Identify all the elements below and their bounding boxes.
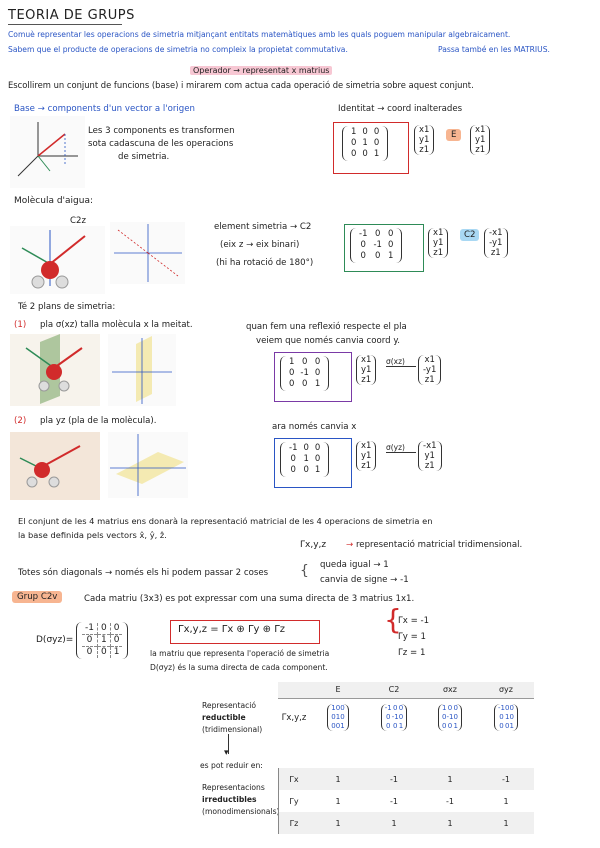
group-note-1: la matriu que representa l'operació de simetria: [150, 649, 330, 658]
header-C2: C2: [388, 685, 400, 695]
d-sigma-label: D(σyz)=: [36, 635, 74, 645]
c2-projection-figure: [110, 222, 185, 284]
conclusion-line-2: la base definida pels vectors x̂, ŷ, ẑ.: [18, 530, 167, 540]
table2-label-1: Representacions: [202, 783, 265, 792]
c2-op: C2: [460, 230, 479, 241]
identity-vec-out: x1 y1 z1: [470, 125, 490, 155]
water-desc-3: (hi ha rotació de 180°): [216, 258, 314, 268]
identity-op: E: [446, 130, 461, 141]
sigma-xz-vec-in: x1 y1 z1: [356, 355, 376, 385]
plane-xz-figure: [10, 334, 100, 406]
identity-vec-in: x1 y1 z1: [414, 125, 434, 155]
gamma-y: Γy = 1: [398, 632, 427, 642]
intro-line-2a: Sabem que el producte de operacions de simetria no compleix la propietat commutativa.: [8, 45, 348, 54]
c2-vec-in: x1 y1 z1: [428, 228, 448, 258]
case-brace: {: [300, 563, 309, 579]
plane2-text: pla yz (pla de la molècula).: [40, 416, 157, 426]
gamma-xyz: Γx,y,z: [300, 540, 327, 550]
sigma-xz-arrow: [386, 366, 416, 367]
table1-label-2: reductible: [202, 713, 246, 722]
header-sigma-yz: σyz: [498, 685, 513, 695]
plane1-text: pla σ(xz) talla molècula x la meitat.: [40, 320, 193, 330]
plane2-label: (2): [14, 416, 27, 426]
water-desc-2: (eix z → eix binari): [220, 240, 300, 250]
c2-matrix: -1 0 0 0 -1 0 0 0 1: [350, 228, 402, 267]
sigma-yz-vec-out: -x1 y1 z1: [418, 441, 442, 471]
water-molecule-figure: [10, 226, 105, 294]
header-sigma-xz: σxz: [442, 685, 457, 695]
sigma-yz-matrix: -1 0 0 0 1 0 0 0 1: [280, 442, 329, 481]
plane1-label: (1): [14, 320, 27, 330]
title-underline: [8, 24, 122, 25]
c2-axis-label: C2z: [70, 216, 86, 226]
plane1-desc-2: veiem que només canvia coord y.: [256, 336, 400, 346]
water-heading: Molècula d'aigua:: [14, 196, 94, 206]
reduce-text: es pot reduir en:: [200, 761, 263, 770]
table1-matrix-E: 1 0 0 0 1 0 0 0 1: [310, 698, 366, 738]
table1-label-3: (tridimensional): [202, 725, 263, 734]
table-row: Γz 1 1 1 1: [278, 812, 534, 834]
operator-highlight: Operador → representat x matrius: [190, 65, 332, 76]
plane-yz-projection-figure: [108, 432, 188, 498]
representation-table-reducible: [278, 682, 534, 738]
intro-line-2b: Passa també en les MATRIUS.: [438, 45, 550, 54]
identity-heading: Identitat → coord inalterades: [338, 104, 463, 114]
plane-xz-projection-figure: [108, 334, 176, 406]
group-note-2: D(σyz) és la suma directa de cada component.: [150, 663, 328, 672]
table1-matrix-C2: -1 0 0 0 -1 0 0 0 1: [366, 698, 422, 738]
intro-line-3: Escollirem un conjunt de funcions (base) i mirarem com actua cada operació de simetria sobre aquest conjunt.: [8, 80, 474, 90]
gamma-xyz-row-label: Γx,y,z: [281, 713, 307, 724]
vector-axes-figure: [10, 116, 85, 188]
table2-divider: [278, 768, 279, 834]
header-E: E: [335, 685, 341, 695]
diagonal-note: Totes són diagonals → només els hi podem passar 2 coses: [18, 568, 269, 578]
group-label: Grup C2v: [12, 592, 62, 603]
gamma-x: Γx = -1: [398, 616, 430, 626]
table-row: Γx 1 -1 1 -1: [278, 768, 534, 790]
planes-heading: Té 2 plans de simetria:: [18, 302, 116, 312]
identity-matrix: 1 0 0 0 1 0 0 0 1: [342, 126, 388, 165]
gamma-desc: → representació matricial tridimensional.: [346, 540, 523, 550]
table2-label-3: (monodimensionals): [202, 807, 280, 816]
conclusion-line-1: El conjunt de les 4 matrius ens donarà la representació matricial de les 4 operacions de simetria en: [18, 516, 433, 526]
sigma-xz-matrix: 1 0 0 0 -1 0 0 0 1: [280, 356, 329, 395]
table1-label-1: Representació: [202, 701, 257, 710]
gamma-brace: {: [384, 603, 402, 636]
d-sigma-matrix: -1 0 0 0 1 0 0 0 1: [76, 622, 128, 663]
plane2-desc: ara només canvia x: [272, 422, 357, 432]
group-text: Cada matriu (3x3) es pot expressar com una suma directa de 3 matrius 1x1.: [84, 594, 415, 604]
case-2: canvia de signe → -1: [320, 575, 409, 585]
sigma-yz-op: σ(yz): [386, 443, 405, 452]
base-desc-3: de simetria.: [118, 152, 170, 162]
gamma-z: Γz = 1: [398, 648, 426, 658]
representation-table-irreducible: [278, 768, 534, 834]
plane-yz-figure: [10, 432, 100, 500]
table1-matrix-sigma-yz: -1 0 0 0 1 0 0 0 1: [478, 698, 534, 738]
table2-label-2: irreductibles: [202, 795, 257, 804]
table1-matrix-sigma-xz: 1 0 0 0 -1 0 0 0 1: [422, 698, 478, 738]
plane1-desc-1: quan fem una reflexió respecte el pla: [246, 322, 407, 332]
sigma-xz-op: σ(xz): [386, 357, 405, 366]
sigma-xz-vec-out: x1 -y1 z1: [418, 355, 441, 385]
base-heading: Base → components d'un vector a l'origen: [14, 104, 195, 114]
table-row: Γy 1 -1 -1 1: [289, 796, 509, 806]
direct-sum: Γx,y,z = Γx ⊕ Γy ⊕ Γz: [178, 624, 286, 635]
sigma-yz-vec-in: x1 y1 z1: [356, 441, 376, 471]
case-1: queda igual → 1: [320, 560, 389, 570]
base-desc-2: sota cadascuna de les operacions: [88, 139, 234, 149]
sigma-yz-arrow: [386, 452, 416, 453]
page-title: TEORIA DE GRUPS: [8, 8, 135, 23]
water-desc-1: element simetria → C2: [214, 222, 312, 232]
base-desc-1: Les 3 components es transformen: [88, 126, 235, 136]
intro-line-1: Comuè representar les operacions de simetria mitjançant entitats matemàtiques amb les quals poguem manipular algebraicament.: [8, 30, 511, 39]
reduce-arrow-head: ▾: [224, 748, 229, 758]
c2-vec-out: -x1 -y1 z1: [484, 228, 508, 258]
